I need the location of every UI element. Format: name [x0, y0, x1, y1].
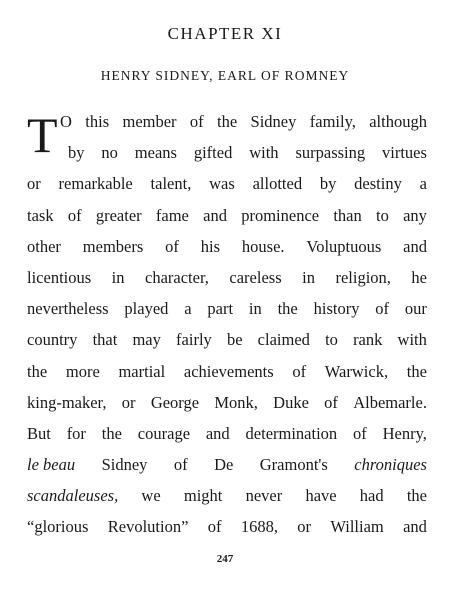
word: De: [214, 455, 234, 475]
text-line: [27, 231, 427, 262]
word: O: [60, 112, 72, 131]
text-line: [27, 137, 427, 168]
word: claimed: [257, 330, 310, 350]
word: with: [397, 330, 427, 350]
text-line: [27, 418, 427, 449]
word: virtues: [382, 143, 427, 163]
word: 1688,: [240, 517, 278, 537]
text-line: [27, 511, 427, 542]
word: we: [141, 486, 161, 506]
text-line: [27, 356, 427, 387]
word: or: [297, 517, 312, 537]
word: and: [403, 236, 427, 256]
word: our: [404, 299, 427, 319]
word: the: [27, 361, 48, 381]
word: chroniques: [354, 455, 427, 475]
word: in: [248, 299, 262, 319]
word: than: [333, 205, 362, 225]
word: But: [27, 423, 51, 443]
word: no: [101, 143, 118, 163]
word: greater: [95, 205, 142, 225]
word: for: [66, 423, 86, 443]
word: of: [173, 455, 188, 475]
word: the: [277, 299, 298, 319]
word: rank: [353, 330, 383, 350]
word: to: [376, 205, 389, 225]
word: might: [183, 486, 223, 506]
word: Albemarle.: [353, 392, 427, 412]
word: le beau: [27, 455, 76, 475]
word: the: [217, 112, 238, 131]
word: of: [324, 392, 338, 412]
word: with: [249, 143, 279, 163]
word: in: [111, 267, 125, 287]
text-line: [27, 106, 427, 137]
word: country: [27, 330, 78, 350]
word: Gramont's: [259, 455, 328, 475]
word: character,: [145, 267, 209, 287]
word: more: [65, 361, 100, 381]
word: and: [403, 517, 427, 537]
word: history: [313, 299, 360, 319]
word: part: [207, 299, 234, 319]
word: other: [27, 236, 61, 256]
word: Revolution”: [107, 517, 189, 537]
word: fame: [155, 205, 189, 225]
text-line: [27, 387, 427, 418]
text-line: [27, 324, 427, 355]
word: family,: [309, 112, 356, 131]
word: had: [359, 486, 384, 506]
word: gifted: [193, 143, 233, 163]
word: the: [101, 423, 122, 443]
word: of: [207, 517, 222, 537]
text-lines: [27, 106, 427, 543]
word: prominence: [241, 205, 320, 225]
word: in: [302, 267, 315, 287]
word: never: [245, 486, 283, 506]
word: licentious: [27, 267, 92, 287]
word: determination: [245, 423, 338, 443]
word: surpassing: [295, 143, 366, 163]
text-line: [27, 200, 427, 231]
word: house.: [241, 236, 285, 256]
word: of: [353, 423, 367, 443]
page-number: 247: [216, 553, 234, 565]
word: Duke: [273, 392, 309, 412]
word: this: [85, 112, 110, 131]
word: members: [82, 236, 144, 256]
word: have: [305, 486, 337, 506]
word: Voluptuous: [306, 236, 382, 256]
word: or: [27, 174, 41, 194]
word: Sidney: [101, 455, 148, 475]
word: the: [406, 486, 427, 506]
word: and: [205, 423, 230, 443]
word: was: [209, 174, 235, 194]
word: religion,: [335, 267, 391, 287]
word: Sidney: [250, 112, 297, 131]
text-line: [27, 449, 427, 480]
word: king-maker,: [27, 392, 107, 412]
body-text: [27, 106, 427, 543]
word: may: [132, 330, 161, 350]
word: although: [369, 112, 427, 131]
word: talent,: [150, 174, 192, 194]
word: the: [406, 361, 427, 381]
word: nevertheless: [27, 299, 109, 319]
word: of: [375, 299, 390, 319]
chapter-heading: CHAPTER XI: [167, 24, 283, 43]
word: member: [122, 112, 177, 131]
word: achievements: [183, 361, 274, 381]
word: a: [419, 174, 427, 194]
word: William: [330, 517, 384, 537]
word: scandaleuses,: [27, 486, 119, 506]
word: by: [68, 143, 85, 163]
word: any: [403, 205, 427, 225]
word: Warwick,: [324, 361, 389, 381]
word: George: [150, 392, 200, 412]
word: of: [165, 236, 179, 256]
text-line: [27, 293, 427, 324]
word: Henry,: [382, 423, 427, 443]
word: or: [121, 392, 136, 412]
word: Monk,: [214, 392, 258, 412]
word: he: [411, 267, 427, 287]
drop-cap: T: [27, 107, 58, 163]
word: means: [134, 143, 177, 163]
word: of: [67, 205, 82, 225]
word: destiny: [354, 174, 402, 194]
word: allotted: [252, 174, 303, 194]
word: that: [92, 330, 118, 350]
word: be: [226, 330, 243, 350]
word: his: [200, 236, 221, 256]
text-line: [27, 168, 427, 199]
word: a: [184, 299, 192, 319]
word: martial: [118, 361, 166, 381]
text-line: [27, 262, 427, 293]
word: of: [189, 112, 204, 131]
word: “glorious: [27, 517, 89, 537]
chapter-subtitle: HENRY SIDNEY, EARL OF ROMNEY: [100, 68, 350, 83]
word: of: [292, 361, 307, 381]
word: and: [203, 205, 227, 225]
word: careless: [229, 267, 282, 287]
word: by: [319, 174, 337, 194]
word: to: [325, 330, 338, 350]
word: played: [124, 299, 169, 319]
word: fairly: [176, 330, 212, 350]
word: remarkable: [58, 174, 133, 194]
word: courage: [137, 423, 191, 443]
word: task: [27, 205, 54, 225]
text-line: [27, 480, 427, 511]
